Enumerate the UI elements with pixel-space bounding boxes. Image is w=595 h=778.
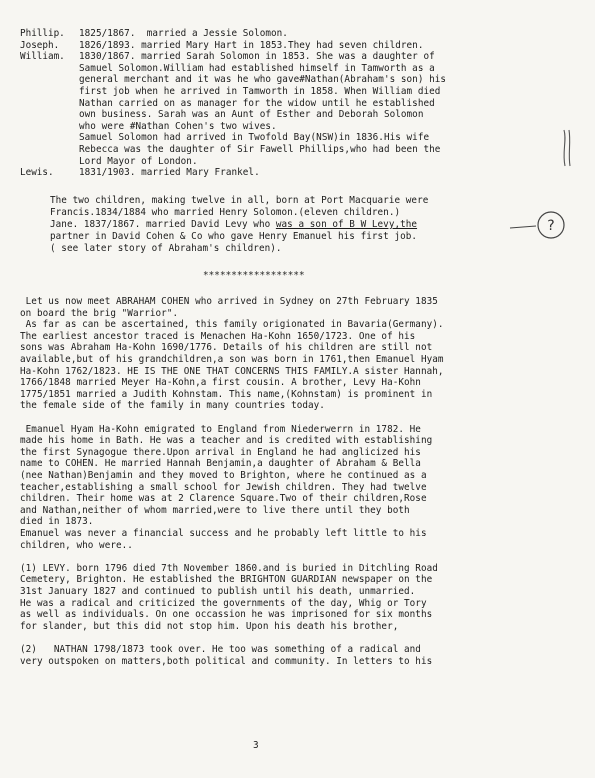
body-line: Cemetery, Brighton. He established the BRIGHTON GUARDIAN newspaper on the bbox=[20, 574, 433, 586]
body-line: as well as individuals. On one occassion he was imprisoned for six months bbox=[20, 609, 433, 621]
body-line: died in 1873. bbox=[20, 516, 94, 528]
entry-text: Lord Mayor of London. bbox=[79, 155, 198, 167]
margin-bracket-mark bbox=[560, 128, 574, 168]
body-line: on board the brig "Warrior". bbox=[20, 307, 179, 319]
body-line: Emanuel Hyam Ha-Kohn emigrated to England from Niederwerrn in 1782. He bbox=[20, 423, 421, 435]
body-line: teacher,establishing a small school for Jewish children. They had twelve bbox=[20, 481, 427, 493]
body-line: the first Synagogue there.Upon arrival in England he had anglicized his bbox=[20, 446, 421, 458]
entry-text: first job when he arrived in Tamworth in 1858. When William died bbox=[79, 86, 441, 97]
person-name: William. bbox=[20, 51, 65, 63]
entry-text: general merchant and it was he who gave#Nathan(Abraham's son) his bbox=[79, 74, 447, 86]
body-line: and Nathan,neither of whom married,were to live there until they both bbox=[20, 504, 410, 516]
body-line: Let us now meet ABRAHAM COHEN who arrived in Sydney on 27th February 1835 bbox=[20, 296, 438, 307]
indented-line: partner in David Cohen & Co who gave Henry Emanuel his first job. bbox=[50, 231, 418, 242]
entry-text: who were #Nathan Cohen's two wives. bbox=[79, 120, 277, 132]
entry-text: 1826/1893. married Mary Hart in 1853.They had seven children. bbox=[79, 39, 424, 51]
body-line: (2) NATHAN 1798/1873 took over. He too was something of a radical and bbox=[20, 644, 421, 655]
page-number: 3 bbox=[253, 740, 259, 751]
person-name: Joseph. bbox=[20, 39, 60, 51]
body-line: The earliest ancestor traced is Menachen Ha-Kohn 1650/1723. One of his bbox=[20, 330, 416, 342]
body-line: the female side of the family in many countries today. bbox=[20, 400, 325, 412]
body-line: 1775/1851 married a Judith Kohnstam. This name,(Kohnstam) is prominent in bbox=[20, 388, 433, 400]
body-line: children, who were.. bbox=[20, 539, 133, 551]
body-line: As far as can be ascertained, this family origionated in Bavaria(Germany). bbox=[20, 319, 444, 331]
indented-line: Francis.1834/1884 who married Henry Solomon.(eleven children.) bbox=[50, 207, 401, 218]
body-line: He was a radical and criticized the governments of the day, Whig or Tory bbox=[20, 597, 427, 609]
body-line: 31st January 1827 and continued to publish until his death, unmarried. bbox=[20, 586, 416, 597]
indented-line: ( see later story of Abraham's children). bbox=[50, 243, 282, 254]
body-line: (1) LEVY. born 1796 died 7th November 1860.and is buried in Ditchling Road bbox=[20, 562, 438, 574]
entry-text: Samuel Solomon had arrived in Twofold Bay(NSW)in 1836.His wife bbox=[79, 132, 430, 144]
circled-question-mark bbox=[536, 210, 568, 240]
person-name: Lewis. bbox=[20, 167, 54, 179]
entry-text: 1825/1867. married a Jessie Solomon. bbox=[79, 28, 288, 39]
body-line: Ha-Kohn 1762/1823. HE IS THE ONE THAT CONCERNS THIS FAMILY.A sister Hannah, bbox=[20, 365, 444, 377]
entry-text: Rebecca was the daughter of Sir Fawell Phillips,who had been the bbox=[79, 144, 441, 155]
body-line: made his home in Bath. He was a teacher and is credited with establishing bbox=[20, 435, 433, 447]
entry-text: own business. Sarah was an Aunt of Esther and Deborah Solomon bbox=[79, 109, 424, 121]
underlined-text: was a son of B W Levy,the bbox=[275, 219, 418, 230]
body-line: 1766/1848 married Meyer Ha-Kohn,a first cousin. A brother, Levy Ha-Kohn bbox=[20, 377, 421, 389]
entry-text: 1830/1867. married Sarah Solomon in 1853. She was a daughter of bbox=[79, 51, 435, 63]
body-line: for slander, but this did not stop him. Upon his death his brother, bbox=[20, 620, 399, 632]
body-line: sons was Abraham Ha-Kohn 1690/1776. Details of his children are still not bbox=[20, 342, 433, 354]
body-line: (nee Nathan)Benjamin and they moved to Brighton, where he continued as a bbox=[20, 470, 427, 481]
body-line: Emanuel was never a financial success and he probably left little to his bbox=[20, 528, 427, 539]
person-name: Phillip. bbox=[20, 28, 65, 39]
entry-text: Nathan carried on as manager for the widow until he established bbox=[79, 97, 435, 109]
separator-stars: ****************** bbox=[203, 270, 305, 281]
entry-text: 1831/1903. married Mary Frankel. bbox=[79, 167, 260, 179]
question-mark-text: ? bbox=[547, 218, 555, 234]
indented-line: The two children, making twelve in all, born at Port Macquarie were bbox=[50, 195, 429, 206]
body-line: children. Their home was at 2 Clarence Square.Two of their children,Rose bbox=[20, 493, 427, 505]
annotation-arrow bbox=[508, 222, 540, 234]
body-line: name to COHEN. He married Hannah Benjamin,a daughter of Abraham & Bella bbox=[20, 458, 421, 470]
body-line: very outspoken on matters,both political and community. In letters to his bbox=[20, 655, 433, 667]
body-line: available,but of his grandchildren,a son was born in 1761,then Emanuel Hyam bbox=[20, 354, 444, 365]
indented-line: Jane. 1837/1867. married David Levy who was a son of B W Levy,the bbox=[50, 219, 418, 230]
entry-text: Samuel Solomon.William had established himself in Tamworth as a bbox=[79, 62, 435, 74]
